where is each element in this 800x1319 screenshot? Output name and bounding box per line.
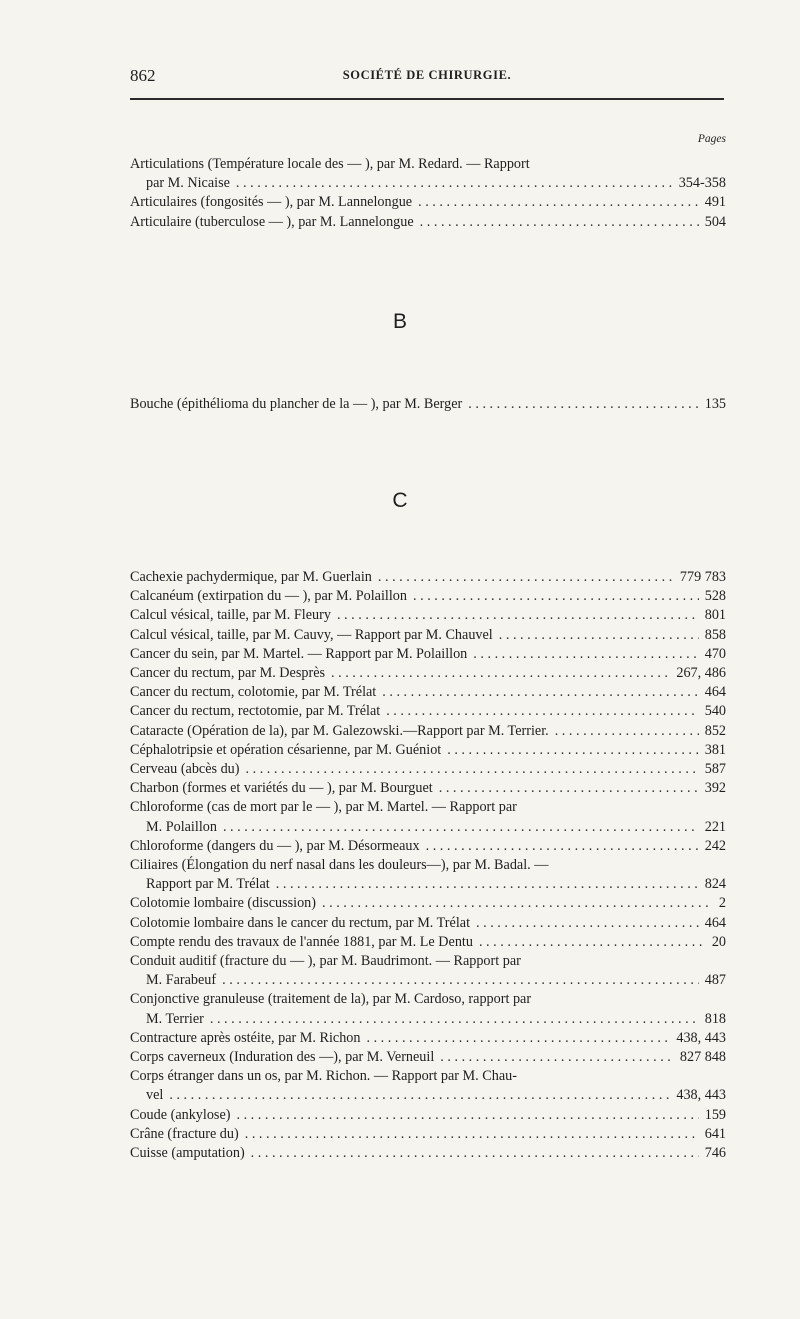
index-entry: [130, 683, 726, 702]
entry-page-ref: 746: [704, 1145, 726, 1162]
entry-line: [130, 568, 726, 587]
entry-line: [130, 741, 726, 760]
dot-leader: [499, 626, 699, 645]
index-entry: [130, 722, 726, 741]
dot-leader: [378, 568, 674, 587]
dot-leader: [447, 741, 698, 760]
entry-page-ref: 438, 443: [676, 1029, 726, 1046]
dot-leader: [366, 1029, 670, 1048]
entry-line: [130, 213, 726, 232]
entry-text: Conduit auditif (fracture du — ), par M. Baudrimont. — Rapport par: [130, 953, 521, 970]
entry-page-ref: 540: [704, 703, 726, 720]
entry-text: Cancer du rectum, par M. Desprès: [130, 665, 326, 682]
dot-leader: [382, 683, 698, 702]
entry-text: vel: [146, 1087, 164, 1104]
entry-line: [130, 722, 726, 741]
entry-line: [130, 818, 726, 837]
entry-page-ref: 159: [704, 1106, 726, 1123]
entry-text: Corps caverneux (Induration des —), par M. Verneuil: [130, 1049, 435, 1066]
entry-text: Cerveau (abcès du): [130, 761, 240, 778]
entry-text: par M. Nicaise: [146, 175, 230, 192]
header-rule: [130, 98, 724, 100]
entry-line: [130, 1029, 726, 1048]
dot-leader: [246, 760, 699, 779]
entry-text: Cuisse (amputation): [130, 1145, 245, 1162]
entry-text: Colotomie lombaire (discussion): [130, 895, 316, 912]
index-entry: [130, 1144, 726, 1163]
entry-line: [130, 395, 726, 414]
dot-leader: [479, 933, 706, 952]
dot-leader: [236, 174, 673, 193]
entry-page-ref: 779 783: [679, 569, 726, 585]
page-header: [130, 66, 724, 86]
entry-page-ref: 818: [704, 1010, 726, 1027]
letter-heading-c: C: [392, 489, 408, 512]
index-entry: [130, 568, 726, 587]
entry-text: Cachexie pachydermique, par M. Guerlain: [130, 569, 372, 585]
index-entry: [130, 395, 726, 414]
page-number: 862: [130, 66, 156, 85]
entry-page-ref: 267, 486: [676, 665, 726, 682]
entry-line: [130, 779, 726, 798]
index-entry: [130, 155, 726, 193]
entry-line: [130, 1106, 726, 1125]
entry-text: Cancer du rectum, colotomie, par M. Trélat: [130, 684, 377, 701]
index-entry: [130, 1029, 726, 1048]
index-entry: [130, 837, 726, 856]
dot-leader: [251, 1144, 699, 1163]
index-entry: [130, 933, 726, 952]
index-entry: [130, 606, 726, 625]
dot-leader: [169, 1086, 670, 1105]
index-entry: [130, 798, 726, 836]
index-entry: [130, 894, 726, 913]
index-entry: [130, 1048, 726, 1067]
entry-text: Chloroforme (dangers du — ), par M. Désormeaux: [130, 837, 420, 854]
entry-line: [130, 837, 726, 856]
entry-text: Chloroforme (cas de mort par le — ), par M. Martel. — Rapport par: [130, 799, 517, 816]
index-entry: [130, 760, 726, 779]
entry-page-ref: 801: [704, 607, 726, 624]
entry-line: [130, 174, 726, 193]
entry-line: [130, 875, 726, 894]
entry-text: Coude (ankylose): [130, 1106, 231, 1123]
index-entry: [130, 1067, 726, 1105]
entry-line: [130, 1086, 726, 1105]
dot-leader: [331, 664, 670, 683]
entry-page-ref: 641: [704, 1125, 726, 1142]
dot-leader: [555, 722, 699, 741]
entry-text: Calcul vésical, taille, par M. Cauvy, — Rapport par M. Chauvel: [130, 626, 493, 643]
index-section-a: [130, 155, 726, 232]
dot-leader: [222, 971, 699, 990]
dot-leader: [468, 395, 698, 414]
running-title: SOCIÉTÉ DE CHIRURGIE.: [342, 68, 512, 82]
entry-page-ref: 587: [704, 761, 726, 778]
index-entry: [130, 856, 726, 894]
entry-text: Calcanéum (extirpation du — ), par M. Polaillon: [130, 588, 407, 605]
entry-text: Colotomie lombaire dans le cancer du rectum, par M. Trélat: [130, 914, 471, 931]
dot-leader: [245, 1125, 699, 1144]
letter-heading-b: B: [392, 310, 407, 333]
entry-line: [130, 856, 726, 875]
dot-leader: [210, 1010, 699, 1029]
index-entry: [130, 702, 726, 721]
pages-column-label: Pages: [697, 133, 726, 145]
dot-leader: [418, 193, 699, 212]
entry-line: [130, 1048, 726, 1067]
entry-page-ref: 491: [704, 194, 726, 211]
entry-text: Articulaire (tuberculose — ), par M. Lannelongue: [130, 213, 414, 230]
entry-page-ref: 242: [704, 837, 726, 854]
index-entry: [130, 645, 726, 664]
entry-line: [130, 990, 726, 1009]
entry-text: Cancer du rectum, rectotomie, par M. Trélat: [130, 703, 381, 720]
entry-text: Crâne (fracture du): [130, 1125, 239, 1142]
entry-text: Charbon (formes et variétés du — ), par M. Bourguet: [130, 780, 433, 797]
entry-line: [130, 702, 726, 721]
entry-line: [130, 952, 726, 971]
dot-leader: [322, 894, 713, 913]
index-section-c: [130, 568, 726, 1163]
entry-page-ref: 824: [704, 876, 726, 893]
entry-line: [130, 587, 726, 606]
dot-leader: [276, 875, 699, 894]
entry-line: [130, 193, 726, 212]
entry-line: [130, 933, 726, 952]
index-entry: [130, 952, 726, 990]
index-entry: [130, 587, 726, 606]
entry-page-ref: 135: [704, 396, 726, 412]
entry-line: [130, 155, 726, 174]
entry-page-ref: 528: [704, 588, 726, 605]
index-entry: [130, 1125, 726, 1144]
entry-text: Contracture après ostéite, par M. Richon: [130, 1029, 361, 1046]
index-entry: [130, 626, 726, 645]
entry-text: Conjonctive granuleuse (traitement de la), par M. Cardoso, rapport par: [130, 991, 532, 1008]
entry-text: Céphalotripsie et opération césarienne, par M. Guéniot: [130, 741, 442, 758]
entry-line: [130, 1144, 726, 1163]
entry-line: [130, 760, 726, 779]
entry-text: Bouche (épithélioma du plancher de la — ), par M. Berger: [130, 396, 463, 412]
index-section-b: [130, 395, 726, 414]
entry-page-ref: 221: [704, 818, 726, 835]
entry-text: Cancer du sein, par M. Martel. — Rapport par M. Polaillon: [130, 645, 468, 662]
index-entry: [130, 664, 726, 683]
index-entry: [130, 193, 726, 212]
dot-leader: [236, 1106, 698, 1125]
entry-page-ref: 20: [711, 933, 726, 950]
entry-line: [130, 914, 726, 933]
dot-leader: [337, 606, 699, 625]
entry-line: [130, 798, 726, 817]
entry-text: Rapport par M. Trélat: [146, 876, 270, 893]
dot-leader: [420, 213, 699, 232]
entry-page-ref: 2: [718, 895, 726, 912]
index-entry: [130, 213, 726, 232]
entry-line: [130, 606, 726, 625]
dot-leader: [426, 837, 699, 856]
entry-line: [130, 1010, 726, 1029]
index-entry: [130, 914, 726, 933]
entry-text: Articulations (Température locale des — ), par M. Redard. — Rapport: [130, 156, 530, 172]
entry-page-ref: 858: [704, 626, 726, 643]
dot-leader: [223, 818, 699, 837]
entry-page-ref: 381: [704, 741, 726, 758]
dot-leader: [473, 645, 698, 664]
entry-line: [130, 971, 726, 990]
entry-page-ref: 852: [704, 722, 726, 739]
dot-leader: [386, 702, 699, 721]
entry-text: Cataracte (Opération de la), par M. Galezowski.—Rapport par M. Terrier.: [130, 722, 549, 739]
entry-page-ref: 470: [704, 645, 726, 662]
entry-page-ref: 392: [704, 780, 726, 797]
entry-line: [130, 894, 726, 913]
index-entry: [130, 990, 726, 1028]
entry-text: Ciliaires (Élongation du nerf nasal dans les douleurs—), par M. Badal. —: [130, 857, 549, 874]
entry-text: M. Polaillon: [146, 818, 217, 835]
entry-page-ref: 487: [704, 972, 726, 989]
entry-text: M. Farabeuf: [146, 972, 217, 989]
entry-line: [130, 664, 726, 683]
index-entry: [130, 741, 726, 760]
entry-page-ref: 464: [704, 914, 726, 931]
entry-line: [130, 645, 726, 664]
entry-text: Corps étranger dans un os, par M. Richon. — Rapport par M. Chau-: [130, 1068, 517, 1085]
dot-leader: [440, 1048, 674, 1067]
dot-leader: [476, 914, 699, 933]
entry-page-ref: 827 848: [679, 1049, 726, 1066]
dot-leader: [439, 779, 699, 798]
entry-line: [130, 626, 726, 645]
entry-line: [130, 683, 726, 702]
entry-page-ref: 354-358: [678, 175, 726, 192]
entry-text: Calcul vésical, taille, par M. Fleury: [130, 607, 331, 624]
entry-page-ref: 464: [704, 684, 726, 701]
index-entry: [130, 1106, 726, 1125]
entry-text: M. Terrier: [146, 1010, 204, 1027]
entry-page-ref: 438, 443: [676, 1087, 726, 1104]
entry-page-ref: 504: [704, 213, 726, 230]
entry-line: [130, 1067, 726, 1086]
entry-text: Compte rendu des travaux de l'année 1881, par M. Le Dentu: [130, 933, 473, 950]
dot-leader: [413, 587, 699, 606]
index-entry: [130, 779, 726, 798]
entry-text: Articulaires (fongosités — ), par M. Lannelongue: [130, 194, 413, 211]
entry-line: [130, 1125, 726, 1144]
